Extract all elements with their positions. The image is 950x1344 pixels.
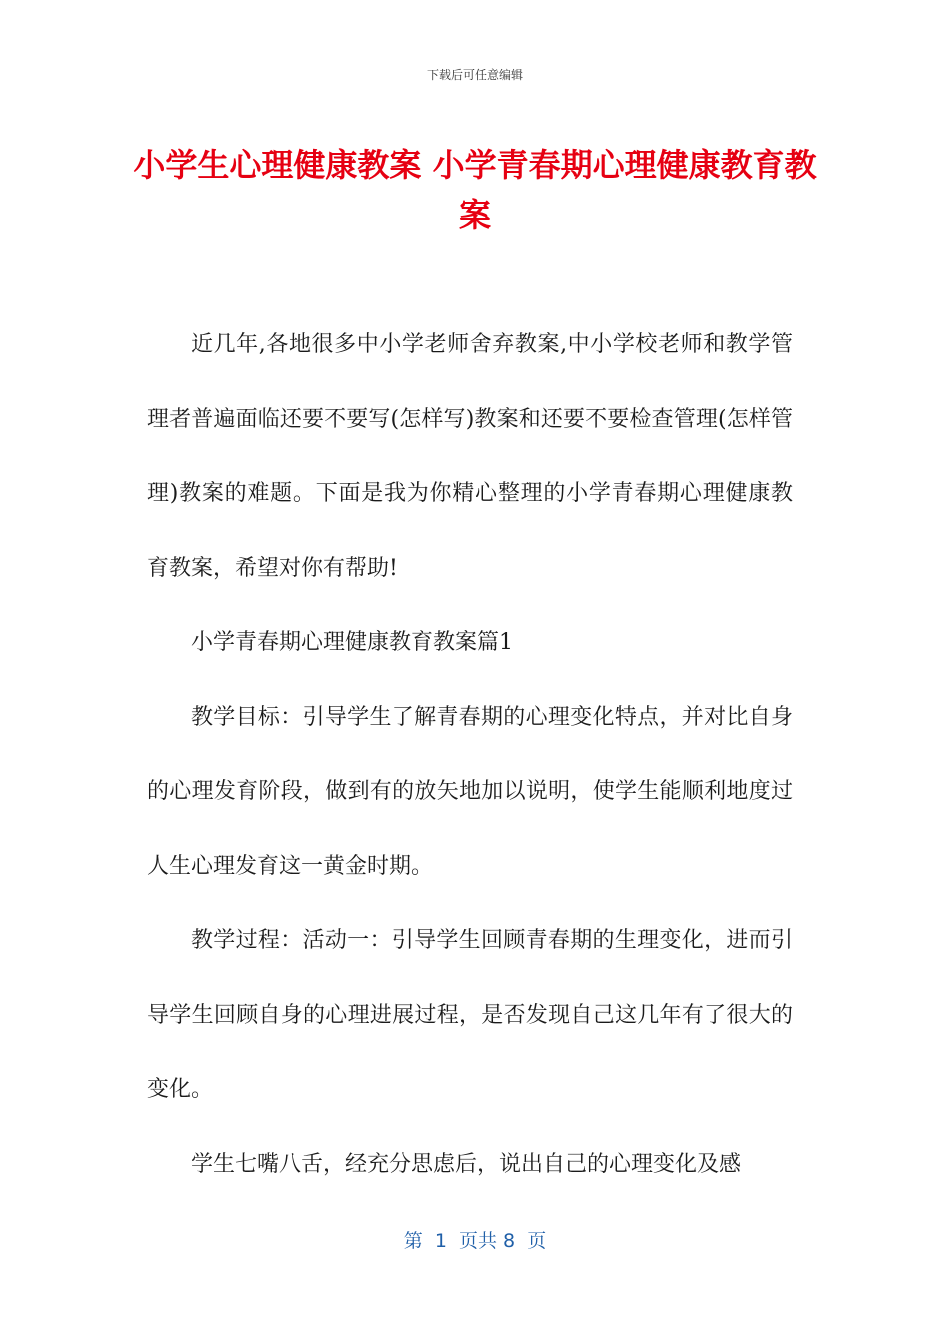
paragraph-discussion: 学生七嘴八舌，经充分思虑后，说出自己的心理变化及感	[191, 1151, 742, 1177]
section-heading: 小学青春期心理健康教育教案篇1	[191, 630, 513, 655]
header-note: 下载后可任意编辑	[426, 68, 523, 82]
page-number-footer: 第 1 页共 8 页	[403, 1230, 547, 1252]
paragraph-objectives: 教学目标：引导学生了解青春期的心理变化特点，并对比自身的心理发育阶段，做到有的放矢地加以说明，使学生能顺利地度过人生心理发育这一黄金时期。	[147, 704, 793, 879]
document-body	[147, 308, 793, 1202]
document-title: 小学生心理健康教案 小学青春期心理健康教育教案	[133, 146, 817, 234]
paragraph-process: 教学过程：活动一：引导学生回顾青春期的生理变化，进而引导学生回顾自身的心理进展过程，是否发现自己这几年有了很大的变化。	[147, 928, 793, 1102]
paragraph-intro: 近几年,各地很多中小学老师舍弃教案,中小学校老师和教学管理者普遍面临还要不要写(怎样写)教案和还要不要检查管理(怎样管理)教案的难题。下面是我为你精心整理的小学青春期心理健康教育教案，希望对你有帮助!	[147, 332, 793, 581]
